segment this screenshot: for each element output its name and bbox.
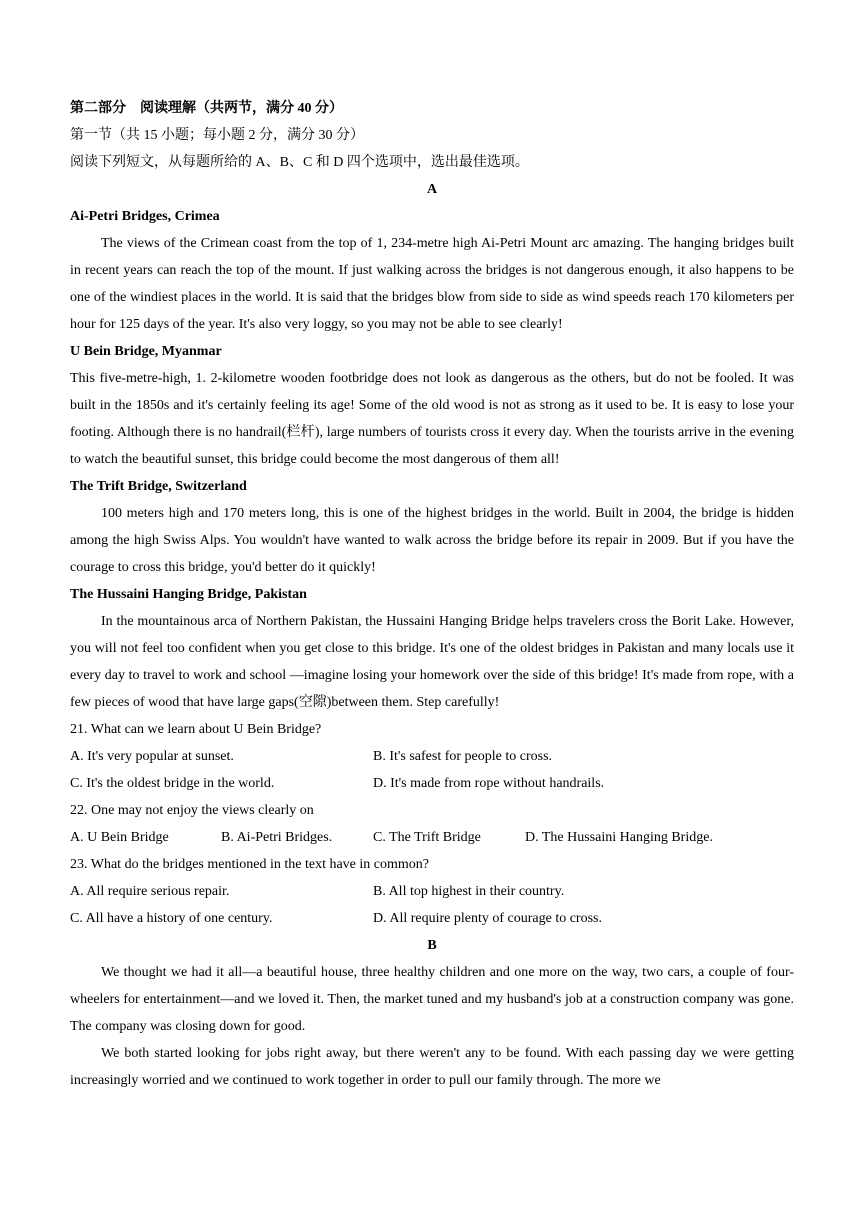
- section-title-hussaini: The Hussaini Hanging Bridge, Pakistan: [70, 587, 307, 602]
- paragraph-u-bein: This five-metre-high, 1. 2-kilometre wooden footbridge does not look as dangerous as the others, but do not be fooled. It was built in the 1850s and it's certainly feeling its age! Some of the old wood is not as strong as it used to be. It is easy to lose your footing. Although there is no handrail(栏杆), large numbers of tourists cross it every day. When the tourists arrive in the evening to watch the beautiful sunset, this bridge could become the most dangerous of them all!: [70, 371, 794, 467]
- passage-a-label: A: [426, 182, 438, 197]
- option-21-c: C. It's the oldest bridge in the world.: [70, 776, 275, 791]
- question-21-options-row-2: [70, 770, 794, 797]
- option-22-a: A. U Bein Bridge: [70, 830, 169, 845]
- section-title: 第一节（共 15 小题；每小题 2 分，满分 30 分）: [70, 128, 364, 143]
- question-21-stem: 21. What can we learn about U Bein Bridge?: [70, 722, 322, 737]
- option-23-c: C. All have a history of one century.: [70, 911, 273, 926]
- paragraph-hussaini: In the mountainous arca of Northern Pakistan, the Hussaini Hanging Bridge helps travelers cross the Borit Lake. However, you will not feel too confident when you get close to this bridge. It's one of the oldest bridges in Pakistan and many locals use it every day to travel to work and school —imagine losing your homework over the side of this bridge! It's made from rope, with a few pieces of wood that have large gaps(空隙)between them. Step carefully!: [70, 614, 794, 710]
- question-23-options-row-2: [70, 905, 794, 932]
- paragraph-ai-petri: The views of the Crimean coast from the top of 1, 234-metre high Ai-Petri Mount arc amazing. The hanging bridges built in recent years can reach the top of the mount. If just walking across the bridges is not dangerous enough, it also happens to be one of the windiest places in the world. It is said that the bridges blow from side to side as wind speeds reach 170 kilometers per hour for 125 days of the year. It's also very loggy, so you may not be able to see clearly!: [70, 236, 794, 332]
- section-title-trift: The Trift Bridge, Switzerland: [70, 479, 247, 494]
- section-title-ai-petri: Ai-Petri Bridges, Crimea: [70, 209, 220, 224]
- question-23-stem: 23. What do the bridges mentioned in the text have in common?: [70, 857, 429, 872]
- option-21-d: D. It's made from rope without handrails.: [373, 776, 605, 791]
- passage-b-paragraph-2: We both started looking for jobs right away, but there weren't any to be found. With each passing day we were getting increasingly worried and we continued to work together in order to pull our family through. The more we: [70, 1046, 794, 1088]
- passage-b-label: B: [427, 938, 437, 953]
- part-title: 第二部分 阅读理解（共两节，满分 40 分）: [70, 101, 343, 116]
- exam-page: [70, 95, 794, 1094]
- option-23-a: A. All require serious repair.: [70, 884, 230, 899]
- question-23-options-row-1: [70, 878, 794, 905]
- section-title-u-bein: U Bein Bridge, Myanmar: [70, 344, 222, 359]
- instructions: 阅读下列短文，从每题所给的 A、B、C 和 D 四个选项中，选出最佳选项。: [70, 155, 529, 170]
- question-22-stem: 22. One may not enjoy the views clearly on: [70, 803, 314, 818]
- option-22-c: C. The Trift Bridge: [373, 830, 481, 845]
- paragraph-trift: 100 meters high and 170 meters long, this is one of the highest bridges in the world. Built in 2004, the bridge is hidden among the high Swiss Alps. You wouldn't have wanted to walk across the bridge before its repair in 2009. But if you have the courage to cross this bridge, you'd better do it quickly!: [70, 506, 794, 575]
- question-21-options-row-1: [70, 743, 794, 770]
- option-22-d: D. The Hussaini Hanging Bridge.: [525, 830, 713, 845]
- passage-b-paragraph-1: We thought we had it all—a beautiful house, three healthy children and one more on the way, two cars, a couple of four-wheelers for entertainment—and we loved it. Then, the market tuned and my husband's job at a construction company was gone. The company was closing down for good.: [70, 965, 794, 1034]
- option-23-b: B. All top highest in their country.: [373, 884, 565, 899]
- option-22-b: B. Ai-Petri Bridges.: [221, 830, 333, 845]
- option-21-b: B. It's safest for people to cross.: [373, 749, 553, 764]
- question-22-options-row: [70, 824, 794, 851]
- option-21-a: A. It's very popular at sunset.: [70, 749, 234, 764]
- option-23-d: D. All require plenty of courage to cross.: [373, 911, 602, 926]
